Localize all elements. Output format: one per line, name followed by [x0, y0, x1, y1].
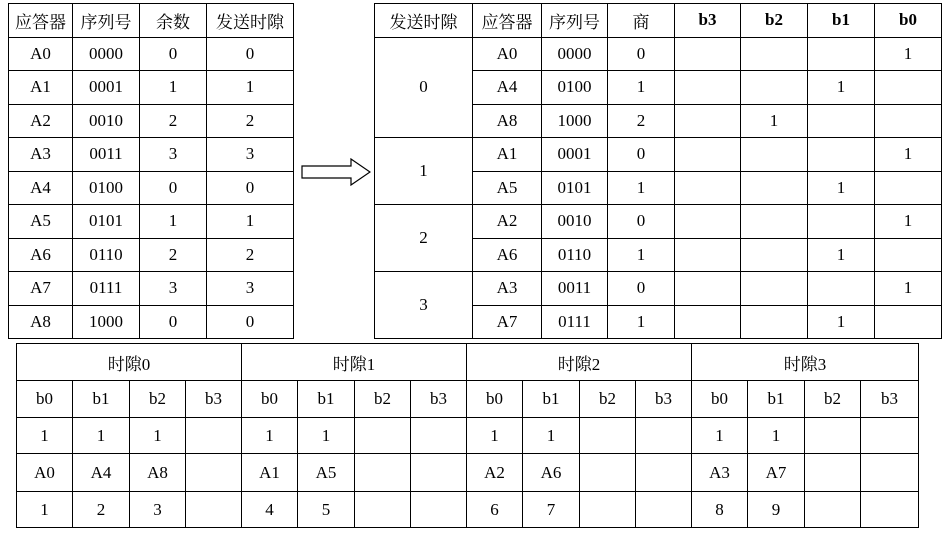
table-cell: A6: [9, 238, 73, 272]
slot-group-header: 时隙3: [692, 344, 919, 381]
table-cell: [675, 305, 741, 339]
table-cell: A3: [473, 272, 542, 306]
table-cell: 8: [692, 492, 748, 528]
table-cell: 0110: [542, 238, 608, 272]
table-cell: 1: [523, 418, 580, 454]
table-cell: 3: [140, 138, 207, 172]
table-cell: [675, 272, 741, 306]
column-header: 发送时隙: [375, 4, 473, 38]
table-row: [375, 205, 942, 239]
table-cell: 1: [692, 418, 748, 454]
table-cell: 0101: [73, 205, 140, 239]
bit-header: b0: [467, 381, 523, 418]
table-cell: 0: [608, 205, 675, 239]
table-row: [9, 37, 294, 71]
table-cell: A4: [9, 171, 73, 205]
table-cell: 0100: [542, 71, 608, 105]
table-cell: A1: [473, 138, 542, 172]
table-cell: [741, 305, 808, 339]
table-cell: 1: [608, 71, 675, 105]
column-header: 序列号: [542, 4, 608, 38]
table-cell: A8: [473, 104, 542, 138]
table-cell: 1: [140, 205, 207, 239]
slot-bit-table: [16, 343, 919, 528]
table-cell: A7: [748, 454, 805, 492]
table-row: [9, 205, 294, 239]
table-cell: 1: [808, 171, 875, 205]
table-row: [375, 272, 942, 306]
bit-header-row: [17, 381, 919, 418]
table-cell: 1: [875, 205, 942, 239]
table-cell: A6: [473, 238, 542, 272]
bit-header: b3: [411, 381, 467, 418]
table-cell: 0011: [73, 138, 140, 172]
table-cell: 1: [808, 305, 875, 339]
table-cell: 2: [608, 104, 675, 138]
table-cell: [580, 418, 636, 454]
table-cell: A0: [473, 37, 542, 71]
bit-header: b0: [17, 381, 73, 418]
table-cell: [741, 238, 808, 272]
table-cell: 1: [875, 272, 942, 306]
bit-header: b2: [355, 381, 411, 418]
bit-header: b2: [805, 381, 861, 418]
table-cell: 0010: [542, 205, 608, 239]
table-cell: 0011: [542, 272, 608, 306]
table-row: [375, 138, 942, 172]
table-cell: [675, 71, 741, 105]
table-row: [9, 305, 294, 339]
table-cell: [411, 492, 467, 528]
table-cell: [861, 492, 919, 528]
table-cell: [808, 104, 875, 138]
table-cell: [861, 454, 919, 492]
table-cell: 1: [17, 492, 73, 528]
table-cell: 0001: [73, 71, 140, 105]
table-row: [375, 37, 942, 71]
table-row: [9, 104, 294, 138]
table-cell: 0001: [542, 138, 608, 172]
table-cell: [636, 454, 692, 492]
slot-cell: 0: [375, 37, 473, 138]
table-cell: 9: [748, 492, 805, 528]
table-cell: 6: [467, 492, 523, 528]
column-header: 应答器: [9, 4, 73, 38]
table-cell: [355, 492, 411, 528]
table-cell: A7: [473, 305, 542, 339]
table-cell: [805, 454, 861, 492]
column-header: b0: [875, 4, 942, 38]
table-cell: 2: [207, 104, 294, 138]
column-header: 发送时隙: [207, 4, 294, 38]
table-cell: 1: [130, 418, 186, 454]
number-row: [17, 492, 919, 528]
table-cell: [741, 205, 808, 239]
table-cell: [580, 492, 636, 528]
table-cell: 2: [73, 492, 130, 528]
table-cell: 0: [140, 171, 207, 205]
table-cell: 1: [808, 71, 875, 105]
table-cell: 1: [608, 171, 675, 205]
table-cell: 1: [242, 418, 298, 454]
table-cell: 1000: [542, 104, 608, 138]
table-cell: [808, 138, 875, 172]
table-cell: [636, 492, 692, 528]
table-cell: [875, 71, 942, 105]
table-cell: A5: [473, 171, 542, 205]
column-header: b1: [808, 4, 875, 38]
table-cell: 0000: [542, 37, 608, 71]
bit-header: b2: [580, 381, 636, 418]
table-cell: [875, 171, 942, 205]
table-cell: 2: [140, 104, 207, 138]
table-cell: A2: [9, 104, 73, 138]
table-cell: 0: [608, 138, 675, 172]
table-cell: [186, 454, 242, 492]
column-header: 商: [608, 4, 675, 38]
table-cell: [808, 37, 875, 71]
table-cell: 1: [608, 305, 675, 339]
table-cell: A4: [73, 454, 130, 492]
table-cell: 0: [140, 37, 207, 71]
slot-group-header: 时隙0: [17, 344, 242, 381]
table-cell: [741, 138, 808, 172]
table-cell: 0: [140, 305, 207, 339]
table-cell: A0: [17, 454, 73, 492]
table-cell: 1: [298, 418, 355, 454]
table-cell: A7: [9, 272, 73, 306]
bit-header: b0: [242, 381, 298, 418]
flag-row: [17, 418, 919, 454]
table-row: [9, 272, 294, 306]
table-cell: 1: [73, 418, 130, 454]
table-row: [9, 238, 294, 272]
column-header: 序列号: [73, 4, 140, 38]
remainder-table: [8, 3, 294, 339]
table-row: [9, 138, 294, 172]
bit-header: b3: [186, 381, 242, 418]
column-header: 应答器: [473, 4, 542, 38]
table-cell: [741, 71, 808, 105]
table-cell: 0: [608, 272, 675, 306]
table-cell: 1: [17, 418, 73, 454]
table-cell: [186, 492, 242, 528]
table-cell: [580, 454, 636, 492]
table-cell: A1: [9, 71, 73, 105]
table-cell: [355, 454, 411, 492]
bit-header: b0: [692, 381, 748, 418]
table-cell: [411, 454, 467, 492]
table-cell: [805, 492, 861, 528]
column-header: b2: [741, 4, 808, 38]
table-cell: A2: [467, 454, 523, 492]
table-cell: 0: [207, 305, 294, 339]
table-cell: 0100: [73, 171, 140, 205]
table-cell: 1: [207, 71, 294, 105]
table-cell: [675, 104, 741, 138]
header-row: [375, 4, 942, 38]
slot-cell: 1: [375, 138, 473, 205]
table-cell: [675, 138, 741, 172]
table-cell: [861, 418, 919, 454]
table-cell: 3: [140, 272, 207, 306]
table-cell: 0000: [73, 37, 140, 71]
table-cell: 1: [808, 238, 875, 272]
table-cell: [355, 418, 411, 454]
table-cell: A5: [298, 454, 355, 492]
right-arrow-icon: [301, 158, 371, 186]
table-cell: [741, 171, 808, 205]
table-cell: [805, 418, 861, 454]
table-cell: A3: [692, 454, 748, 492]
table-cell: A8: [9, 305, 73, 339]
table-cell: [675, 238, 741, 272]
table-cell: [808, 205, 875, 239]
bit-header: b1: [523, 381, 580, 418]
tag-row: [17, 454, 919, 492]
header-row: [9, 4, 294, 38]
table-cell: 1: [875, 138, 942, 172]
table-cell: A6: [523, 454, 580, 492]
bit-header: b1: [298, 381, 355, 418]
group-header-row: [17, 344, 919, 381]
table-cell: 0010: [73, 104, 140, 138]
table-cell: 3: [130, 492, 186, 528]
table-cell: [675, 171, 741, 205]
table-cell: [808, 272, 875, 306]
table-cell: 3: [207, 138, 294, 172]
table-cell: 0110: [73, 238, 140, 272]
table-cell: 1: [748, 418, 805, 454]
table-cell: 2: [207, 238, 294, 272]
table-row: [9, 171, 294, 205]
table-cell: [741, 272, 808, 306]
table-cell: 0: [207, 171, 294, 205]
table-cell: [411, 418, 467, 454]
table-cell: 1000: [73, 305, 140, 339]
table-cell: 0101: [542, 171, 608, 205]
table-cell: [875, 104, 942, 138]
table-cell: 7: [523, 492, 580, 528]
table-cell: A2: [473, 205, 542, 239]
slot-group-header: 时隙1: [242, 344, 467, 381]
table-cell: [636, 418, 692, 454]
table-cell: 1: [741, 104, 808, 138]
table-cell: 0: [207, 37, 294, 71]
table-cell: 4: [242, 492, 298, 528]
table-cell: 5: [298, 492, 355, 528]
table-cell: [741, 37, 808, 71]
table-cell: A3: [9, 138, 73, 172]
table-cell: 3: [207, 272, 294, 306]
bit-header: b1: [748, 381, 805, 418]
table-cell: 2: [140, 238, 207, 272]
table-cell: A1: [242, 454, 298, 492]
table-cell: 0111: [542, 305, 608, 339]
table-cell: A0: [9, 37, 73, 71]
table-cell: 0111: [73, 272, 140, 306]
table-cell: 0: [608, 37, 675, 71]
bit-header: b3: [636, 381, 692, 418]
bit-header: b3: [861, 381, 919, 418]
bit-header: b2: [130, 381, 186, 418]
table-cell: A8: [130, 454, 186, 492]
table-cell: A5: [9, 205, 73, 239]
slot-cell: 2: [375, 205, 473, 272]
slot-cell: 3: [375, 272, 473, 339]
quotient-bit-table: [374, 3, 942, 339]
column-header: b3: [675, 4, 741, 38]
column-header: 余数: [140, 4, 207, 38]
table-cell: [875, 305, 942, 339]
table-cell: 1: [207, 205, 294, 239]
table-cell: 1: [140, 71, 207, 105]
table-cell: A4: [473, 71, 542, 105]
bit-header: b1: [73, 381, 130, 418]
table-cell: [186, 418, 242, 454]
table-cell: 1: [467, 418, 523, 454]
table-cell: [675, 205, 741, 239]
table-cell: [875, 238, 942, 272]
table-cell: 1: [875, 37, 942, 71]
slot-group-header: 时隙2: [467, 344, 692, 381]
table-row: [9, 71, 294, 105]
table-cell: 1: [608, 238, 675, 272]
table-cell: [675, 37, 741, 71]
